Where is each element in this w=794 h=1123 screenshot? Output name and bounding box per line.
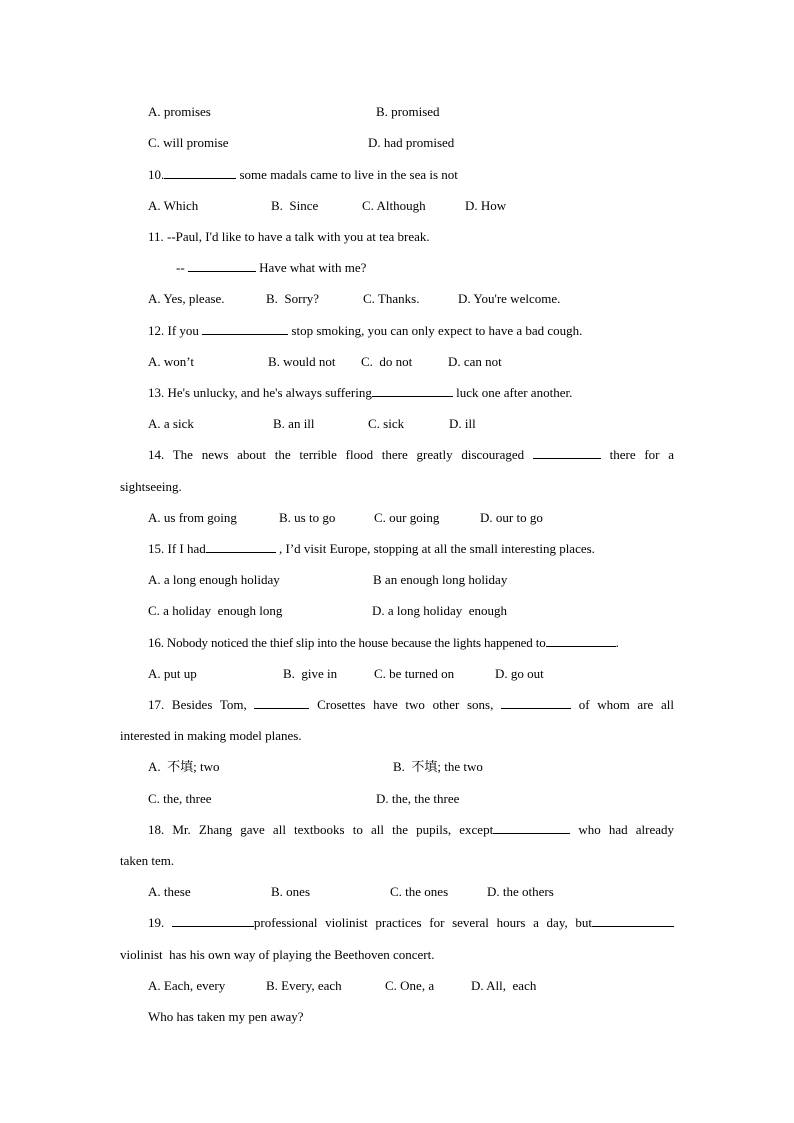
q12-prefix: 12. If you bbox=[148, 323, 203, 338]
q18-option-b: B. ones bbox=[271, 884, 310, 899]
answer-blank bbox=[372, 385, 453, 397]
q16-prefix: 16. Nobody noticed the thief slip into the house because the lights happened to bbox=[148, 635, 546, 650]
q11-option-b: B. Sorry? bbox=[266, 291, 320, 306]
q18-option-a: A. these bbox=[148, 884, 191, 899]
q12-option-c: C. do not bbox=[361, 354, 413, 369]
q12-stem bbox=[148, 323, 582, 339]
q11-reply bbox=[176, 260, 366, 276]
q13-option-a: A. a sick bbox=[148, 416, 194, 431]
answer-blank bbox=[172, 915, 254, 927]
q19-prefix: 19. bbox=[148, 915, 172, 930]
q15-option-a: A. a long enough holiday bbox=[148, 572, 280, 587]
q19-middle: professional violinist practices for several hours a day, but bbox=[253, 915, 593, 930]
q14-prefix: 14. The news about the terrible flood there greatly discouraged bbox=[148, 447, 533, 462]
q16-suffix: . bbox=[615, 635, 619, 650]
q17-part-b: Crosettes have two other sons, bbox=[309, 697, 502, 712]
q15-prefix: 15. If I had bbox=[148, 541, 206, 556]
q19-option-d: D. All, each bbox=[471, 978, 537, 993]
q12-suffix: stop smoking, you can only expect to have a bad cough. bbox=[288, 323, 583, 338]
answer-blank bbox=[493, 822, 570, 834]
q17-stem-line2: interested in making model planes. bbox=[120, 728, 302, 743]
q18-suffix: who had already bbox=[570, 822, 674, 837]
q19-stem-line1 bbox=[148, 915, 674, 931]
q12-option-a: A. won’t bbox=[148, 354, 194, 369]
q11-reply-prefix: -- bbox=[176, 260, 188, 275]
q13-suffix: luck one after another. bbox=[452, 385, 573, 400]
q9-option-a: A. promises bbox=[148, 104, 211, 119]
q16-option-c: C. be turned on bbox=[374, 666, 455, 681]
answer-blank bbox=[254, 697, 309, 709]
q10-option-c: C. Although bbox=[362, 198, 426, 213]
q14-option-b: B. us to go bbox=[279, 510, 336, 525]
q11-stem: 11. --Paul, I'd like to have a talk with you at tea break. bbox=[148, 229, 430, 244]
q18-prefix: 18. Mr. Zhang gave all textbooks to all the pupils, except bbox=[148, 822, 494, 837]
q12-option-b: B. would not bbox=[268, 354, 336, 369]
answer-blank bbox=[533, 447, 601, 459]
q10-number: 10. bbox=[148, 167, 165, 182]
q16-option-b: B. give in bbox=[283, 666, 338, 681]
q10-option-b: B. Since bbox=[271, 198, 319, 213]
q13-option-c: C. sick bbox=[368, 416, 405, 431]
answer-blank bbox=[592, 915, 674, 927]
q17-part-c: of whom are all bbox=[571, 697, 674, 712]
q9-option-d: D. had promised bbox=[368, 135, 455, 150]
q19-stem-line2: violinist has his own way of playing the Beethoven concert. bbox=[120, 947, 435, 962]
q14-option-c: C. our going bbox=[374, 510, 440, 525]
q14-option-a: A. us from going bbox=[148, 510, 237, 525]
q16-stem bbox=[148, 635, 619, 651]
answer-blank bbox=[546, 635, 616, 647]
q11-option-d: D. You're welcome. bbox=[458, 291, 561, 306]
q18-stem-line2: taken tem. bbox=[120, 853, 175, 868]
q17-option-a: A. 不填; two bbox=[148, 759, 220, 774]
q18-stem-line1 bbox=[148, 822, 674, 838]
q10-option-a: A. Which bbox=[148, 198, 199, 213]
q15-option-b: B an enough long holiday bbox=[373, 572, 508, 587]
answer-blank bbox=[206, 541, 276, 553]
q13-option-d: D. ill bbox=[449, 416, 476, 431]
q13-option-b: B. an ill bbox=[273, 416, 315, 431]
q14-stem-line2: sightseeing. bbox=[120, 479, 182, 494]
q19-option-b: B. Every, each bbox=[266, 978, 342, 993]
q18-option-d: D. the others bbox=[487, 884, 554, 899]
q11-option-c: C. Thanks. bbox=[363, 291, 420, 306]
q13-stem bbox=[148, 385, 572, 401]
answer-blank bbox=[501, 697, 571, 709]
q9-option-b: B. promised bbox=[376, 104, 440, 119]
answer-blank bbox=[188, 260, 256, 272]
q13-prefix: 13. He's unlucky, and he's always suffering bbox=[148, 385, 372, 400]
q19-option-a: A. Each, every bbox=[148, 978, 226, 993]
q11-reply-suffix: Have what with me? bbox=[255, 260, 367, 275]
q16-option-a: A. put up bbox=[148, 666, 197, 681]
q19-option-c: C. One, a bbox=[385, 978, 435, 993]
q20-stem: Who has taken my pen away? bbox=[148, 1009, 304, 1024]
q14-suffix: there for a bbox=[600, 447, 674, 462]
answer-blank bbox=[164, 167, 236, 179]
q9-option-c: C. will promise bbox=[148, 135, 229, 150]
q10-stem bbox=[148, 167, 458, 183]
q12-option-d: D. can not bbox=[448, 354, 502, 369]
q10-text: some madals came to live in the sea is not bbox=[236, 167, 458, 182]
q17-option-b: B. 不填; the two bbox=[393, 759, 483, 774]
q15-stem bbox=[148, 541, 595, 557]
q15-option-c: C. a holiday enough long bbox=[148, 603, 283, 618]
q15-option-d: D. a long holiday enough bbox=[372, 603, 508, 618]
q14-stem-line1 bbox=[148, 447, 674, 463]
q17-part-a: 17. Besides Tom, bbox=[148, 697, 255, 712]
q17-option-d: D. the, the three bbox=[376, 791, 460, 806]
q11-option-a: A. Yes, please. bbox=[148, 291, 225, 306]
q14-option-d: D. our to go bbox=[480, 510, 543, 525]
q10-option-d: D. How bbox=[465, 198, 507, 213]
q17-stem-line1 bbox=[148, 697, 674, 713]
q18-option-c: C. the ones bbox=[390, 884, 449, 899]
q17-option-c: C. the, three bbox=[148, 791, 212, 806]
answer-blank bbox=[202, 323, 288, 335]
q15-suffix: , I’d visit Europe, stopping at all the small interesting places. bbox=[275, 541, 595, 556]
q16-option-d: D. go out bbox=[495, 666, 544, 681]
